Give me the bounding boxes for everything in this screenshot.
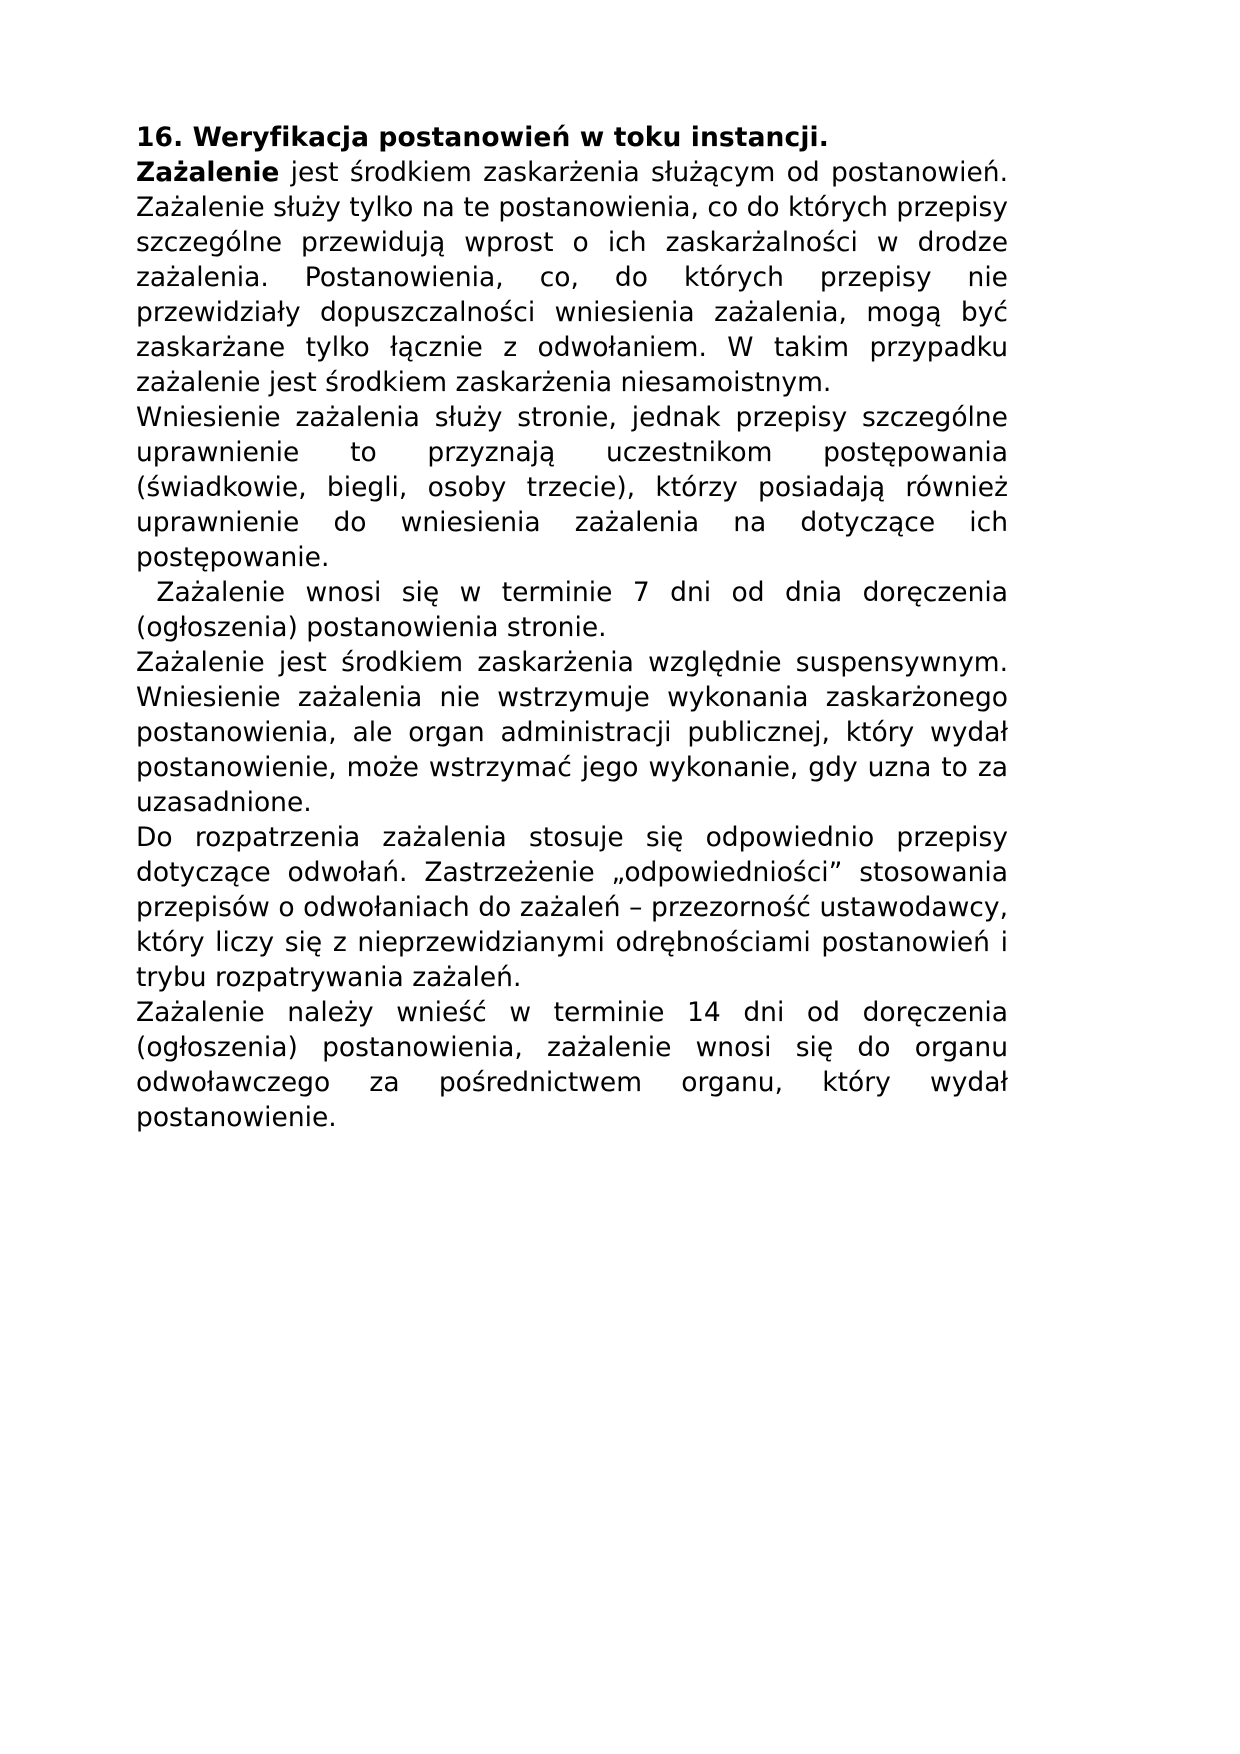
paragraph-6 [136,995,1017,1135]
paragraph-5-text: Do rozpatrzenia zażalenia stosuje się odpowiednio przepisy dotyczące odwołań. Zastrzeżenie „odpowiedniości” stosowania przepisów o odwołaniach do zażaleń – przezorność ustawodawcy, który liczy się z nieprzewidzianymi odrębnościami postanowień i trybu rozpatrywania zażaleń. [136,822,1017,993]
paragraph-2 [136,400,1017,575]
paragraph-2-text: Wniesienie zażalenia służy stronie, jednak przepisy szczególne uprawnienie to przyznają uczestnikom postępowania (świadkowie, biegli, osoby trzecie), którzy posiadają również uprawnienie do wniesienia zażalenia na dotyczące ich postępowanie. [136,402,1017,573]
paragraph-5 [136,820,1017,995]
page-title: 16. Weryfikacja postanowień w toku instancji. [136,122,829,153]
paragraph-6-text: Zażalenie należy wnieść w terminie 14 dni od doręczenia (ogłoszenia) postanowienia, zażalenie wnosi się do organu odwoławczego za pośrednictwem organu, który wydał postanowienie. [136,997,1017,1133]
paragraph-3 [136,575,1017,645]
document-body [136,120,1017,1135]
paragraph-4 [136,645,1017,820]
paragraph-3-text: Zażalenie wnosi się w terminie 7 dni od dnia doręczenia (ogłoszenia) postanowienia stronie. [136,577,1017,643]
paragraph-1 [136,155,1017,400]
paragraph-4-text: Zażalenie jest środkiem zaskarżenia względnie suspensywnym. Wniesienie zażalenia nie wstrzymuje wykonania zaskarżonego postanowienia, ale organ administracji publicznej, który wydał postanowienie, może wstrzymać jego wykonanie, gdy uzna to za uzasadnione. [136,647,1017,818]
paragraph-1-lead: Zażalenie [136,157,280,188]
paragraph-1-text: jest środkiem zaskarżenia służącym od postanowień. Zażalenie służy tylko na te postanowienia, co do których przepisy szczególne przewidują wprost o ich zaskarżalności w drodze zażalenia. Postanowienia, co, do których przepisy nie przewidziały dopuszczalności wniesienia zażalenia, mogą być zaskarżane tylko łącznie z odwołaniem. W takim przypadku zażalenie jest środkiem zaskarżenia niesamoistnym. [136,157,1017,398]
